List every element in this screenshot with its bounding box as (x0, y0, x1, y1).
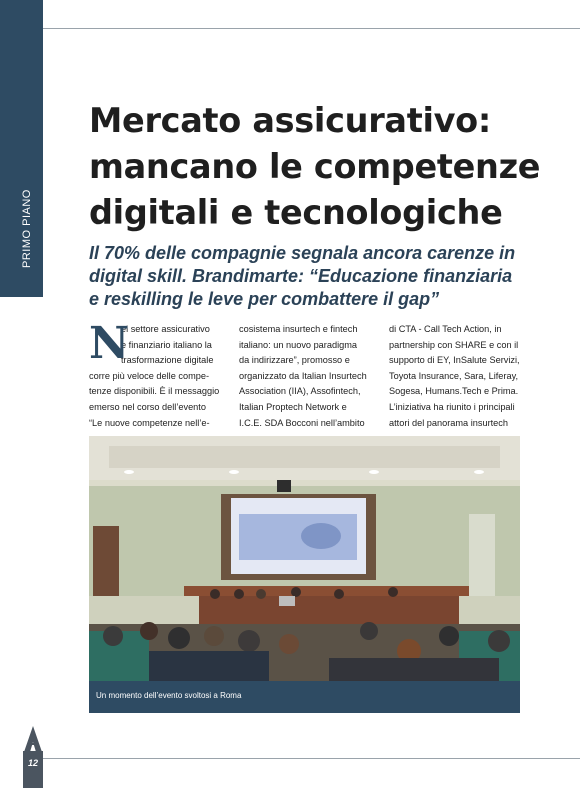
letter-a-monument-logo-icon (24, 726, 42, 752)
body-line: cosistema insurtech e fintech (239, 324, 358, 334)
body-line: trasformazione digitale (121, 355, 214, 366)
bottom-divider (43, 758, 580, 759)
title-line: Mercato assicurativo: (89, 101, 491, 140)
top-divider (43, 28, 580, 29)
page-number: 12 (27, 758, 38, 768)
title-line: digitali e tecnologiche (89, 193, 503, 232)
body-line: Sogesa, Humans.Tech e Prima. (389, 386, 519, 397)
body-line: di CTA - Call Tech Action, in (389, 324, 502, 334)
body-column-2 (239, 322, 371, 431)
photo-caption-bar (89, 681, 520, 713)
subtitle-line: digital skill. Brandimarte: “Educazione finanziaria (89, 266, 513, 286)
body-line: I.C.E. SDA Bocconi nell’ambito (239, 417, 365, 428)
body-line: emerso nel corso dell’evento (89, 401, 206, 412)
body-line: “Le nuove competenze nell’e- (89, 417, 210, 428)
body-line: tenze disponibili. È il messaggio (89, 386, 220, 397)
body-line: partnership con SHARE e con il (389, 339, 519, 350)
body-line: attori del panorama insurtech (389, 417, 508, 428)
title-line: mancano le competenze (89, 147, 541, 186)
conference-room-illustration (89, 436, 520, 681)
subtitle-line: Il 70% delle compagnie segnala ancora carenze in (89, 243, 516, 263)
drop-cap: N (89, 318, 130, 369)
body-line: e finanziario italiano la (121, 339, 212, 350)
article-subtitle (89, 242, 549, 311)
article-title (89, 98, 559, 236)
body-column-1 (89, 318, 221, 431)
body-line: supporto di EY, InSalute Servizi, (389, 355, 520, 366)
event-photo (89, 436, 520, 681)
page-number-tab (23, 751, 43, 788)
body-line: L’iniziativa ha riunito i principali (389, 401, 515, 412)
body-line: Association (IIA), Assofintech, (239, 386, 361, 397)
body-line: Italian Proptech Network e (239, 401, 347, 412)
subtitle-line: e reskilling le leve per combattere il gap” (89, 289, 440, 309)
body-line: el settore assicurativo (121, 324, 210, 334)
photo-caption: Un momento dell’evento svoltosi a Roma (96, 691, 242, 700)
body-column-3 (389, 322, 521, 431)
body-line: corre più veloce delle compe- (89, 370, 210, 381)
body-line: organizzato da Italian Insurtech (239, 370, 367, 381)
section-label: PRIMO PIANO (21, 189, 33, 268)
body-line: Toyota Insurance, Sara, Liferay, (389, 370, 519, 381)
body-line: da indirizzare”, promosso e (239, 355, 350, 366)
body-line: italiano: un nuovo paradigma (239, 339, 357, 350)
